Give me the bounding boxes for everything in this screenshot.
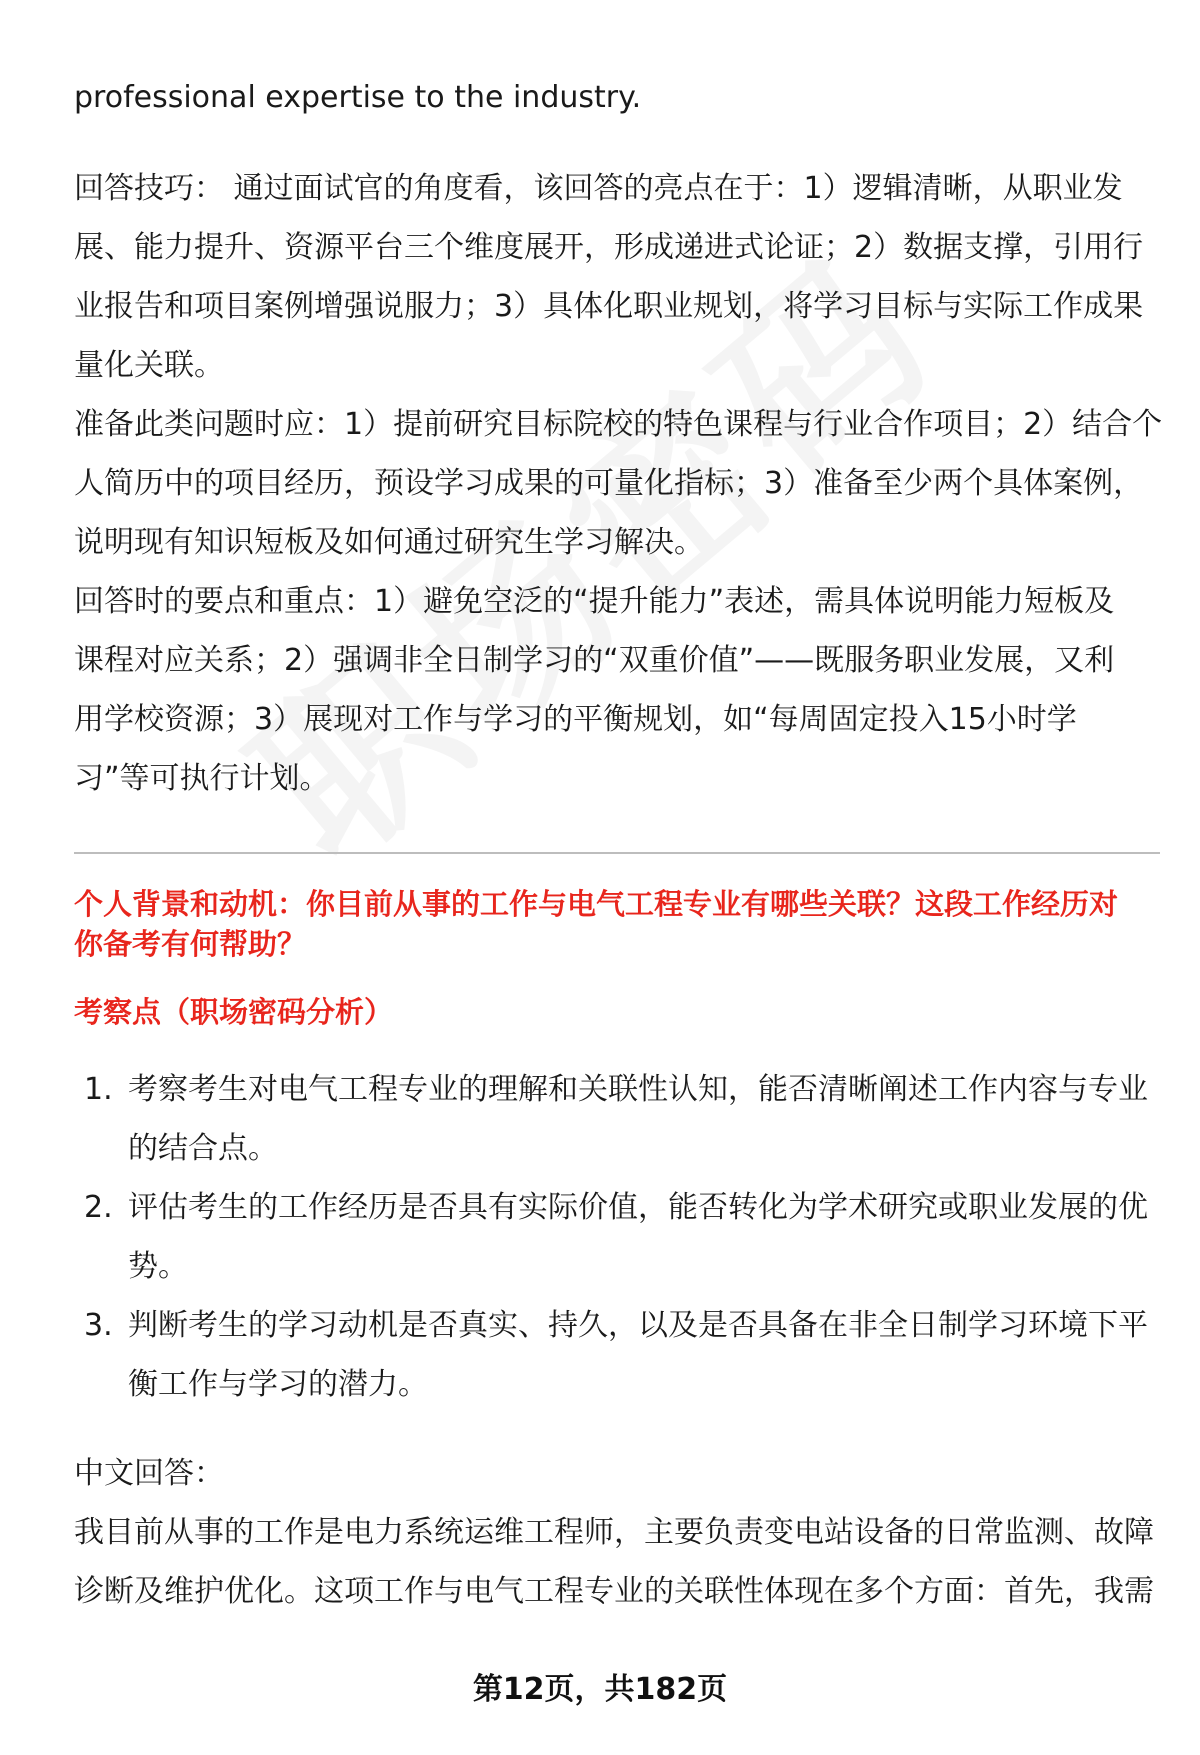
list-item [74,1178,1160,1296]
text-line: 人简历中的项目经历，预设学习成果的可量化指标；3）准备至少两个具体案例， [74,466,1144,501]
analysis-title: 考察点（职场密码分析） [74,995,394,1029]
list-number: 1. [84,1072,113,1107]
page-content [74,68,1163,1621]
preparation-paragraph [74,395,1163,572]
text-line: 回答时的要点和重点：1）避免空泛的“提升能力”表述，需具体说明能力短板及 [74,584,1115,619]
key-points-paragraph [74,572,1160,808]
list-line: 判断考生的学习动机是否真实、持久，以及是否具备在非全日制学习环境下平 [128,1308,1148,1343]
section-divider [74,852,1160,854]
answer-tips-paragraph [74,159,1160,395]
text-line: 量化关联。 [74,348,224,383]
list-line: 衡工作与学习的潜力。 [128,1367,428,1402]
list-line: 考察考生对电气工程专业的理解和关联性认知，能否清晰阐述工作内容与专业 [128,1072,1148,1107]
text-line: 准备此类问题时应：1）提前研究目标院校的特色课程与行业合作项目；2）结合个 [74,407,1163,442]
list-number: 3. [84,1308,113,1343]
list-line: 评估考生的工作经历是否具有实际价值，能否转化为学术研究或职业发展的优 [128,1190,1148,1225]
question-line: 你备考有何帮助？ [74,927,307,961]
text-line: 习”等可执行计划。 [74,761,330,796]
chinese-answer-section [74,1444,1160,1621]
question-heading [74,884,1160,964]
list-line: 势。 [128,1249,188,1284]
question-line: 个人背景和动机：你目前从事的工作与电气工程专业有哪些关联？这段工作经历对 [74,887,1119,921]
text-line: 用学校资源；3）展现对工作与学习的平衡规划，如“每周固定投入15小时学 [74,702,1077,737]
text-line: 诊断及维护优化。这项工作与电气工程专业的关联性体现在多个方面：首先，我需 [74,1574,1154,1609]
text-line: 课程对应关系；2）强调非全日制学习的“双重价值”——既服务职业发展，又利 [74,643,1115,678]
page-number-footer: 第12页，共182页 [472,1672,728,1707]
english-answer-tail: professional expertise to the industry. [74,80,642,115]
text-line: 说明现有知识短板及如何通过研究生学习解决。 [74,525,704,560]
text-line: 我目前从事的工作是电力系统运维工程师，主要负责变电站设备的日常监测、故障 [74,1515,1154,1550]
text-line: 业报告和项目案例增强说服力；3）具体化职业规划，将学习目标与实际工作成果 [74,289,1144,324]
list-item [74,1060,1160,1178]
analysis-list [74,1060,1160,1414]
list-line: 的结合点。 [128,1131,278,1166]
text-line: 回答技巧： 通过面试官的角度看，该回答的亮点在于：1）逻辑清晰，从职业发 [74,171,1123,206]
list-number: 2. [84,1190,113,1225]
chinese-answer-label: 中文回答： [74,1456,224,1491]
text-line: 展、能力提升、资源平台三个维度展开，形成递进式论证；2）数据支撑，引用行 [74,230,1144,265]
list-item [74,1296,1160,1414]
